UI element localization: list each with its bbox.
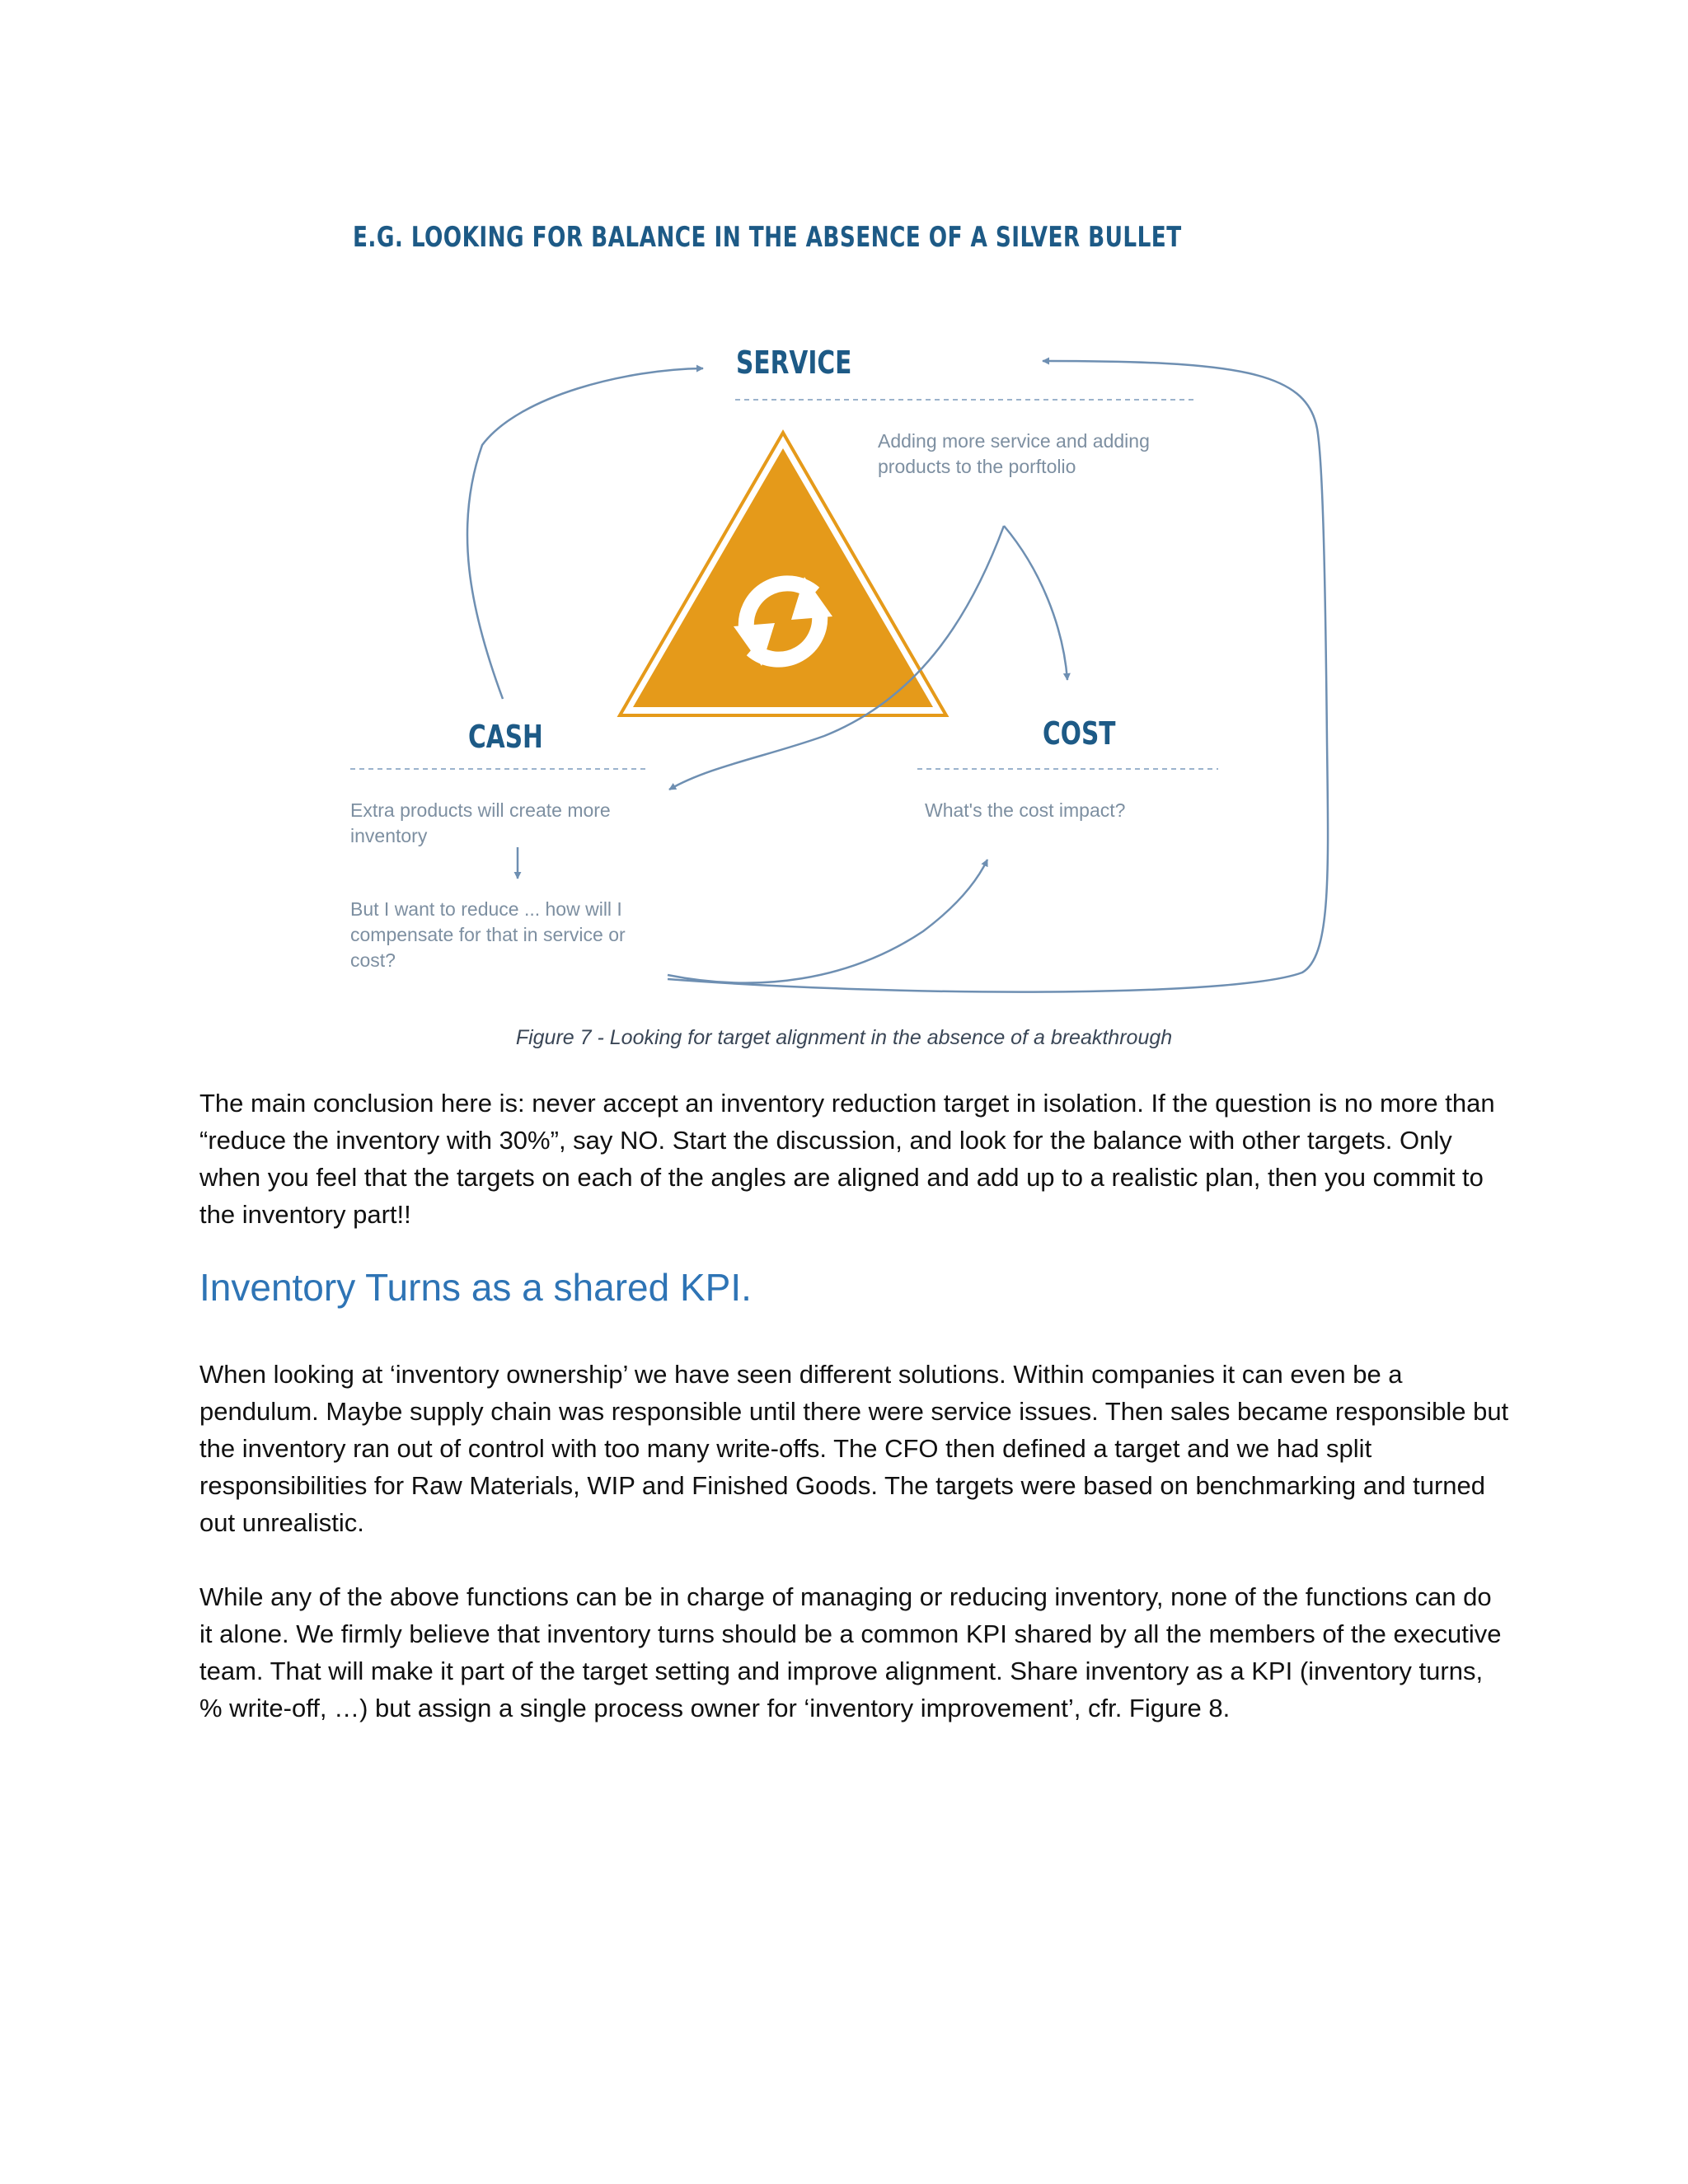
service-text: Adding more service and adding products to the porftolio [878, 430, 1150, 477]
section-heading: Inventory Turns as a shared KPI. [199, 1266, 752, 1309]
service-label: SERVICE [736, 344, 852, 381]
cost-label: COST [1043, 715, 1116, 752]
paragraph-shared-kpi: While any of the above functions can be in charge of managing or reducing inventory, none of the functions can do it alone. We firmly believe that inventory turns should be a common KPI shared by all the members of the executive team. That will make it part of the target setting and improve alignment. Share inventory as a KPI (inventory turns, % write-off, …) but assign a single process owner for ‘inventory improvement’, cfr. Figure 8. [199, 1582, 1502, 1722]
paragraph-ownership: When looking at ‘inventory ownership’ we have seen different solutions. Within companies it can even be a pendulum. Maybe supply chain was responsible until there were service issues. Then sales became responsible but the inventory ran out of control with too many write-offs. The CFO then defined a target and we had split responsibilities for Raw Materials, WIP and Finished Goods. The targets were based on benchmarking and turned out unrealistic. [199, 1360, 1509, 1537]
figure-caption: Figure 7 - Looking for target alignment in the absence of a breakthrough [515, 1026, 1173, 1049]
paragraph-conclusion: The main conclusion here is: never accept an inventory reduction target in isolation. If the question is no more than “reduce the inventory with 30%”, say NO. Start the discussion, and look for the balance with other targets. Only when you feel that the targets on each of the angles are aligned and add up to a realistic plan, then you commit to the inventory part!! [199, 1089, 1495, 1229]
figure-title: E.G. LOOKING FOR BALANCE IN THE ABSENCE OF A SILVER BULLET [353, 221, 1182, 254]
arrow-service-to-cost [1004, 526, 1067, 680]
cash-text-1: Extra products will create more inventory [350, 799, 611, 846]
figure-7 [0, 0, 1688, 1071]
cost-text: What's the cost impact? [925, 799, 1126, 821]
cash-label: CASH [468, 719, 543, 755]
cash-text-2: But I want to reduce ... how will I compensate for that in service or cost? [350, 898, 626, 971]
diagram-graphics [0, 0, 1688, 1071]
arrow-cash-to-cost [668, 860, 987, 983]
